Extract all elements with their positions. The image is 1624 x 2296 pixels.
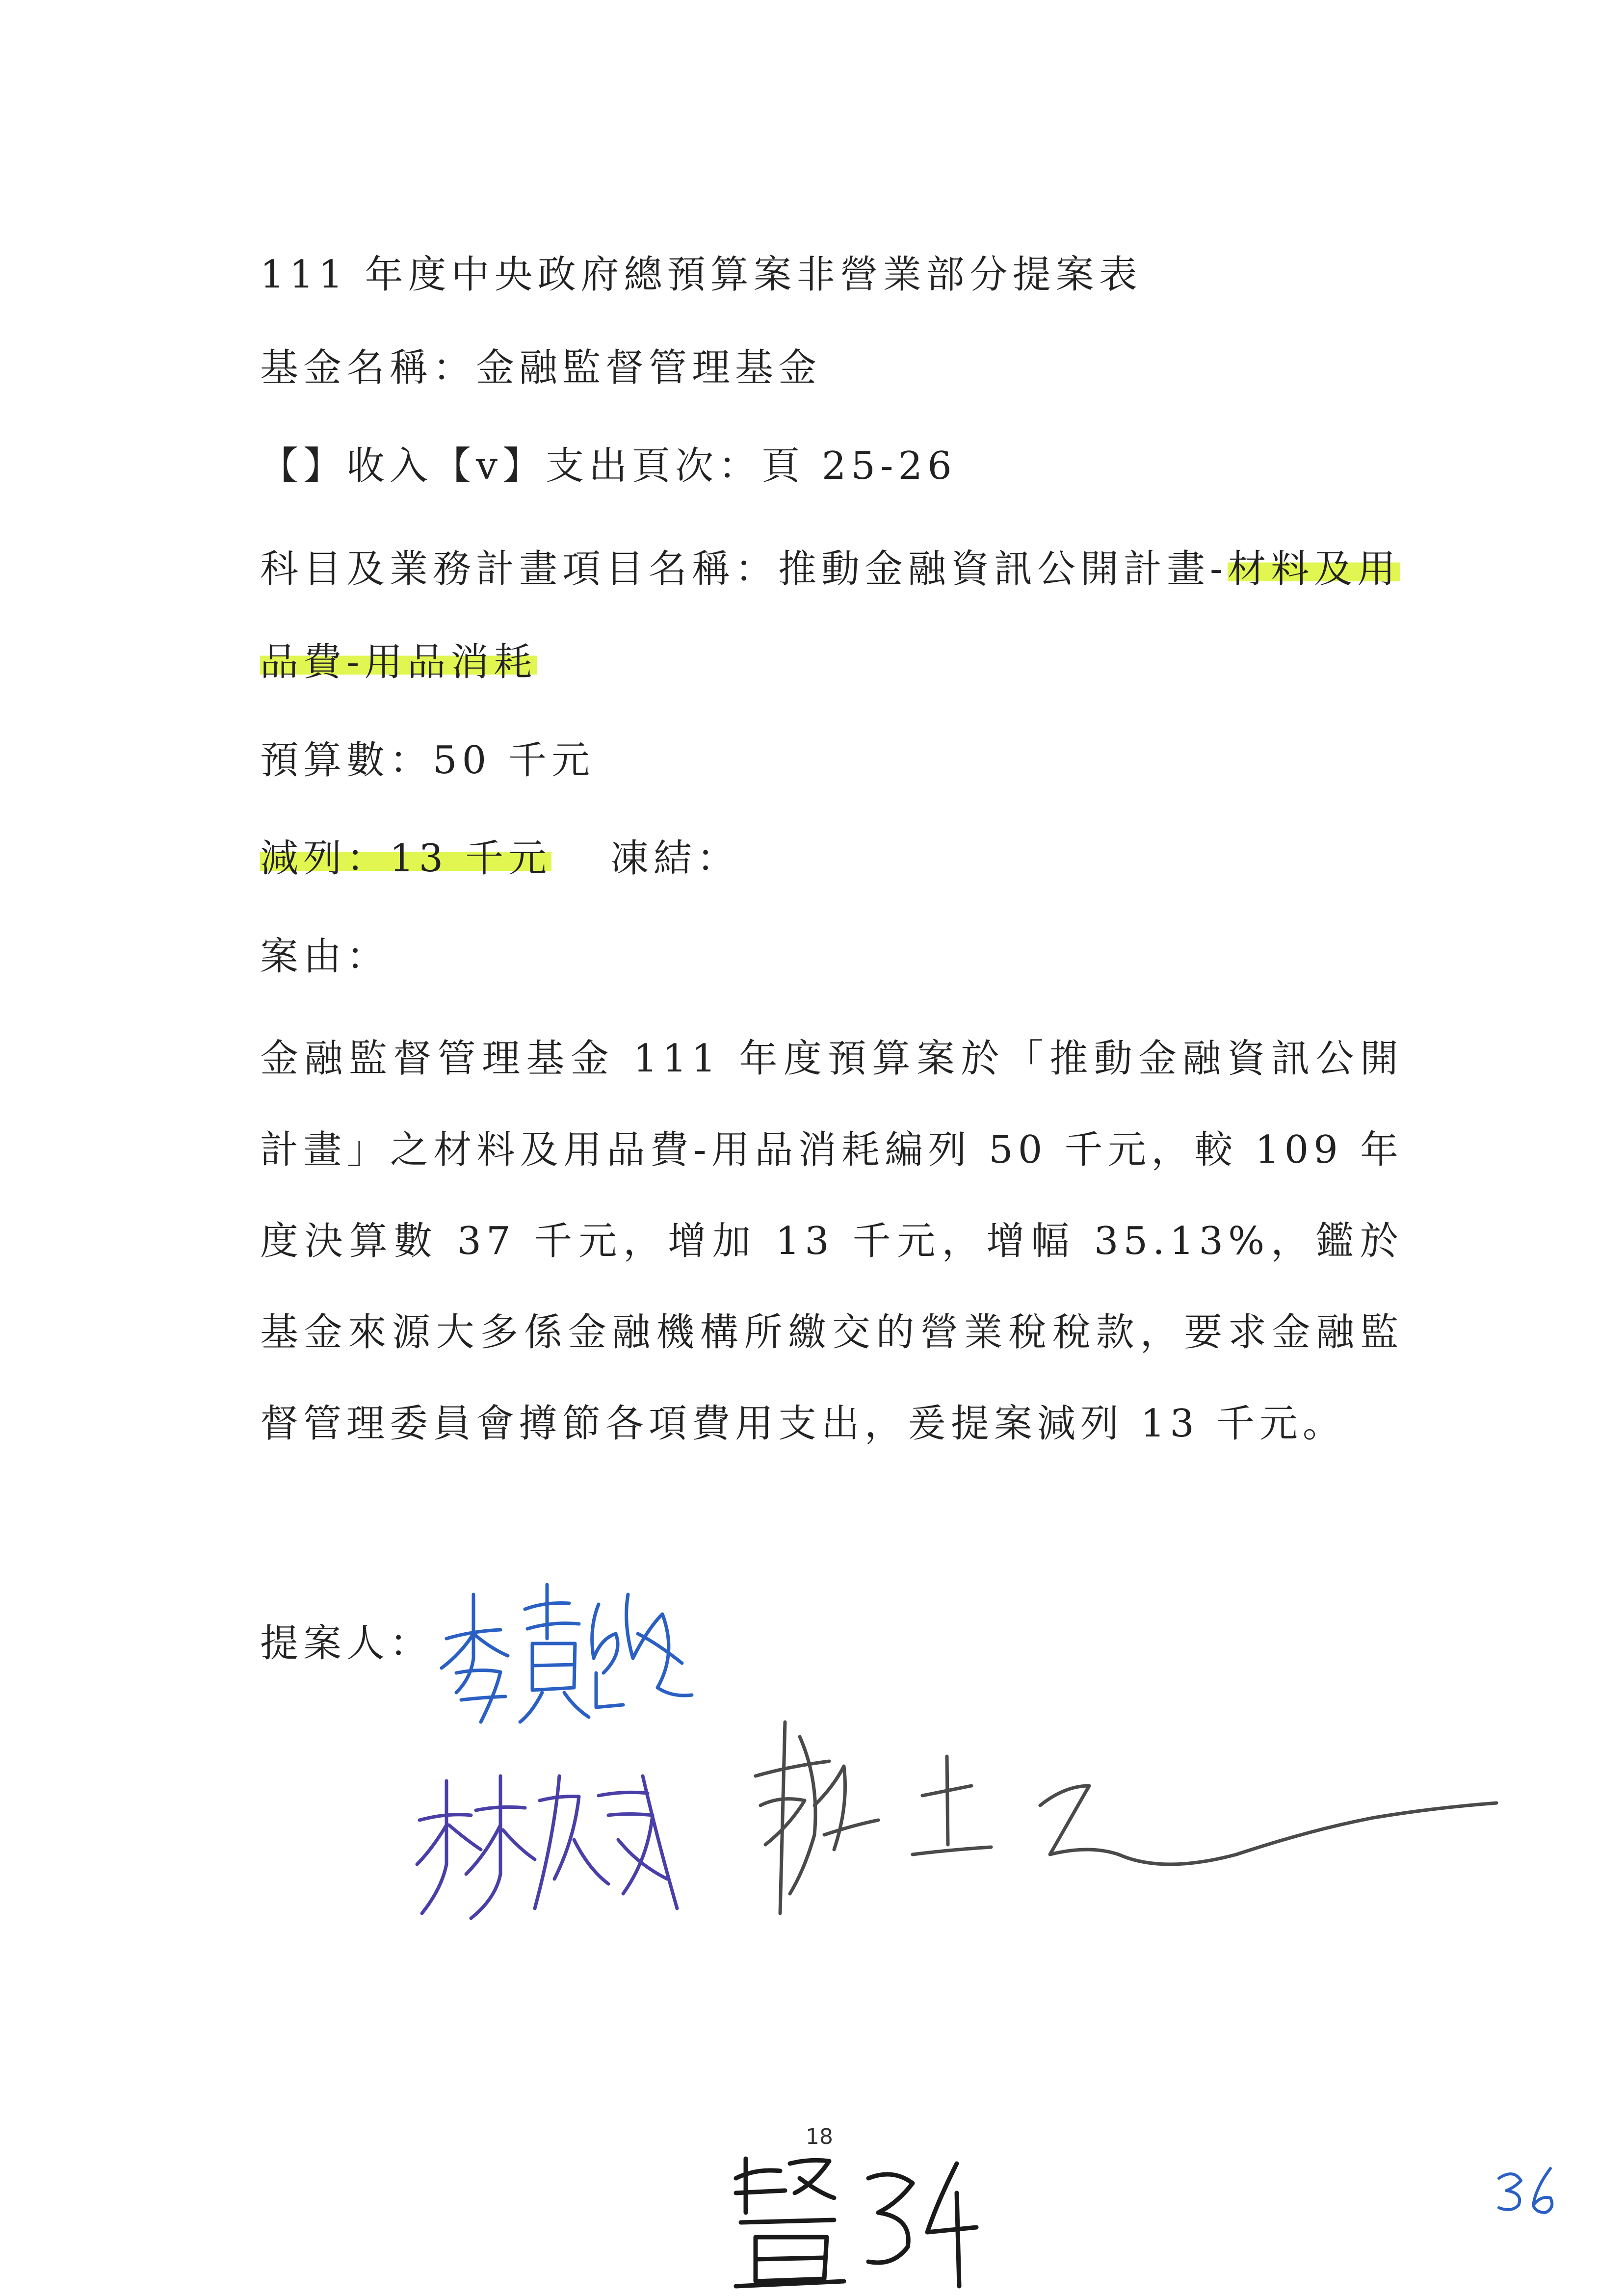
reason-text: 金融監督管理基金 111 年度預算案於「推動金融資訊公開計畫」之材料及用品費-用品消耗編列 50 千元，較 109 年度決算數 37 千元，增加 13 千元，增幅 35.13%，鑑於基金來源大多係金融機構所繳交的營業稅稅款，要求金融監督管理委員會撙節各項費用支出，爰提案減列 13 千元。 — [260, 1037, 1403, 1446]
document-title: 111 年度中央政府總預算案非營業部分提案表 — [260, 253, 1142, 297]
handwritten-stamp — [726, 2149, 981, 2296]
page-number: 18 — [806, 2124, 833, 2149]
reduction-line — [260, 834, 740, 883]
reduction-amount: 減列：13 千元 — [260, 836, 552, 881]
item-name-text: 科目及業務計畫項目名稱：推動金融資訊公開計畫- — [260, 547, 1228, 591]
budget-amount: 預算數：50 千元 — [260, 738, 595, 783]
page-reference: 【】收入【v】支出頁次：頁 25-26 — [260, 444, 957, 488]
signature-blue — [427, 1575, 702, 1742]
signature-purple — [412, 1766, 707, 1928]
signature-gray — [746, 1707, 1511, 1933]
fund-name: 基金名稱：金融監督管理基金 — [260, 346, 822, 390]
freeze-label: 凍結： — [610, 836, 740, 881]
item-name-line-2 — [260, 638, 537, 687]
item-name-highlight: 材料及用 — [1228, 547, 1401, 591]
proposer-label: 提案人： — [260, 1621, 433, 1666]
item-name-line-1 — [260, 545, 1400, 594]
reason-label: 案由： — [260, 935, 390, 979]
corner-handwritten-number — [1492, 2159, 1570, 2222]
item-name-highlight-2: 品費-用品消耗 — [260, 640, 537, 684]
